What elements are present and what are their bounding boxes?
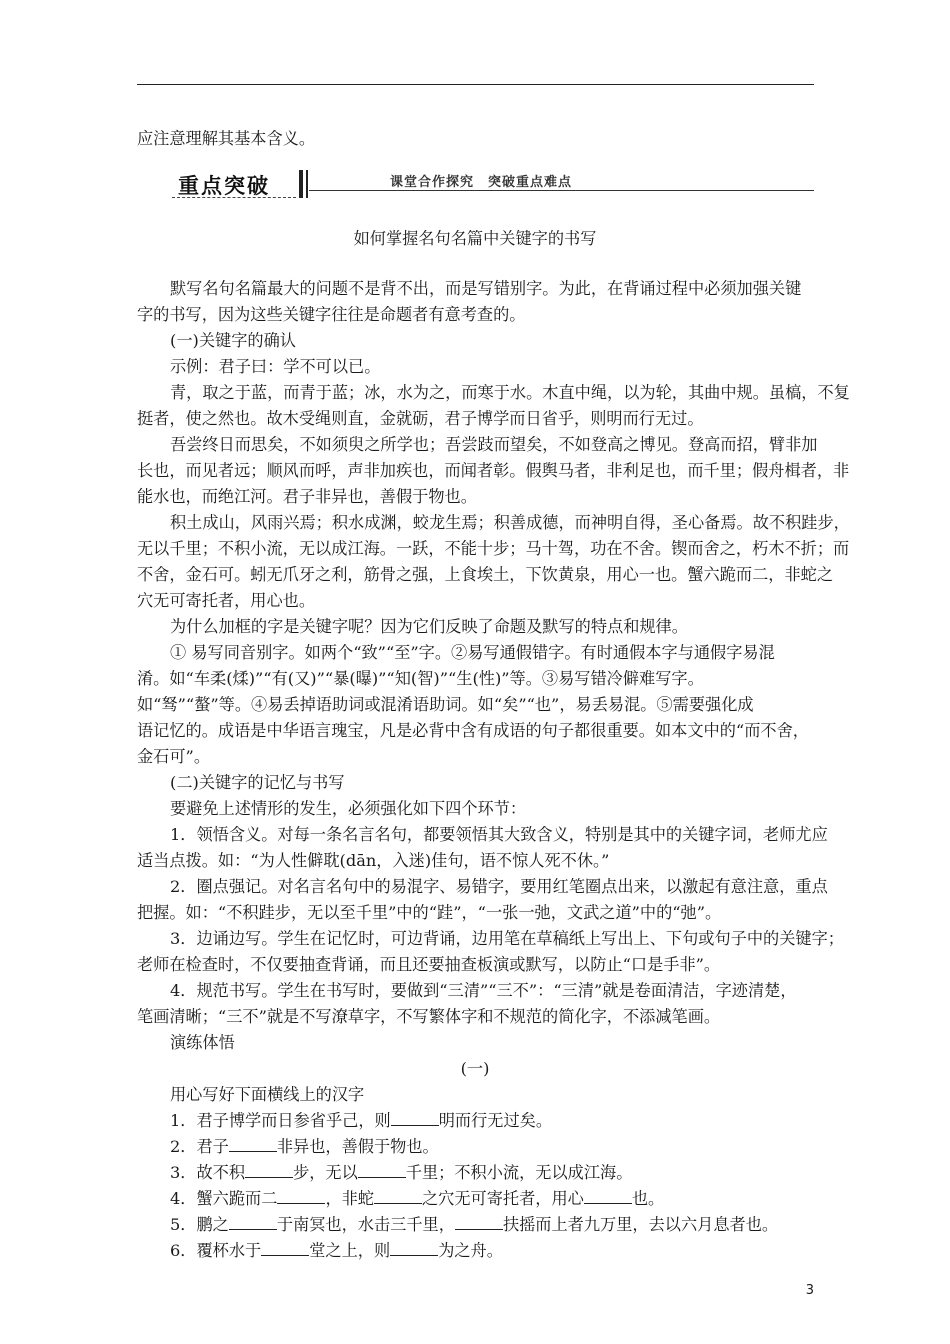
banner-title: 重点突破 xyxy=(178,174,270,198)
q4-blank-1[interactable] xyxy=(277,1188,325,1204)
question-2 xyxy=(170,1134,850,1160)
q3-text-b: 步，无以 xyxy=(293,1163,358,1182)
example-p2-line3: 能水也，而绝江河。君子非异也，善假于物也。 xyxy=(137,487,477,506)
step4-line1: 4．规范书写。学生在书写时，要做到“三清”“三不”：“三清”就是卷面清洁，字迹清楚， xyxy=(170,981,797,1000)
step2-line1: 2．圈点强记。对名言名句中的易混字、易错字，要用红笔圈点出来，以激起有意注意，重点 xyxy=(170,877,828,896)
rules-line3: 如“驽”“螯”等。④易丢掉语助词或混淆语助词。如“矣”“也”，易丢易混。⑤需要强化成 xyxy=(137,695,754,714)
rules-line2: 淆。如“车柔(煣)”“有(又)”“暴(曝)”“知(智)”“生(性)”等。③易写错冷僻难写字。 xyxy=(137,669,704,688)
q3-blank-2[interactable] xyxy=(358,1162,406,1178)
q6-text-a: 6．覆杯水于 xyxy=(170,1241,262,1260)
q5-text-b: 于南冥也，水击三千里， xyxy=(276,1215,455,1234)
q1-text-a: 1．君子博学而日参省乎己，则 xyxy=(170,1111,391,1130)
banner-line xyxy=(309,190,814,191)
q4-text-c: 之穴无可寄托者，用心 xyxy=(422,1189,584,1208)
subheading-1: (一)关键字的确认 xyxy=(170,331,296,350)
rules-line5: 金石可”。 xyxy=(137,747,211,766)
q4-blank-3[interactable] xyxy=(584,1188,632,1204)
drill-heading: 演练体悟 xyxy=(170,1033,235,1052)
step1-line1: 1．领悟含义。对每一条名言名句，都要领悟其大致含义，特别是其中的关键字词，老师尤应 xyxy=(170,825,828,844)
step2-line2: 把握。如：“不积跬步，无以至千里”中的“跬”，“一张一弛，文武之道”中的“弛”。 xyxy=(137,903,722,922)
rules-line1: ① 易写同音别字。如两个“致”“至”字。②易写通假错字。有时通假本字与通假字易混 xyxy=(170,643,775,662)
q2-blank-1[interactable] xyxy=(229,1136,277,1152)
example-p2-line1: 吾尝终日而思矣，不如须臾之所学也；吾尝跂而望矣，不如登高之博见。登高而招，臂非加 xyxy=(170,435,818,454)
q5-text-a: 5．鹏之 xyxy=(170,1215,229,1234)
step3-line1: 3．边诵边写。学生在记忆时，可边背诵，边用笔在草稿纸上写出上、下句或句子中的关键字； xyxy=(170,929,844,948)
q2-text-a: 2．君子 xyxy=(170,1137,229,1156)
banner-bar xyxy=(299,170,303,198)
example-p2-line2: 长也，而见者远；顺风而呼，声非加疾也，而闻者彰。假舆马者，非利足也，而千里；假舟楫者，非 xyxy=(137,461,850,480)
step1-line2: 适当点拨。如：“为人性僻耽(dān，入迷)佳句，语不惊人死不休。” xyxy=(137,851,610,870)
banner-dash xyxy=(172,197,296,198)
step3-line2: 老师在检查时，不仅要抽查背诵，而且还要抽查板演或默写，以防止“口是手非”。 xyxy=(137,955,721,974)
q4-text-a: 4．蟹六跪而二 xyxy=(170,1189,278,1208)
q6-blank-1[interactable] xyxy=(261,1240,309,1256)
intro-line: 应注意理解其基本含义。 xyxy=(137,129,316,148)
avoid-line: 要避免上述情形的发生，必须强化如下四个环节： xyxy=(170,799,527,818)
header-rule xyxy=(137,84,814,85)
question-4 xyxy=(170,1186,850,1212)
q5-blank-2[interactable] xyxy=(455,1214,503,1230)
para1-line2: 字的书写，因为这些关键字往往是命题者有意考查的。 xyxy=(137,305,526,324)
question-3 xyxy=(170,1160,850,1186)
subheading-2: (二)关键字的记忆与书写 xyxy=(170,773,345,792)
q1-blank-1[interactable] xyxy=(391,1110,439,1126)
q6-text-c: 为之舟。 xyxy=(438,1241,503,1260)
step4-line2: 笔画清晰；“三不”就是不写潦草字，不写繁体字和不规范的简化字，不添减笔画。 xyxy=(137,1007,721,1026)
example-p1-line1: 青，取之于蓝，而青于蓝；冰，水为之，而寒于水。木直中绳，以为轮，其曲中规。虽槁，不复 xyxy=(170,383,850,402)
why-line: 为什么加框的字是关键字呢？因为它们反映了命题及默写的特点和规律。 xyxy=(170,617,688,636)
q4-text-d: 也。 xyxy=(631,1189,665,1208)
q5-text-c: 扶摇而上者九万里，去以六月息者也。 xyxy=(502,1215,779,1234)
question-6 xyxy=(170,1238,850,1264)
example-label: 示例：君子曰：学不可以已。 xyxy=(170,357,381,376)
q3-text-c: 千里；不积小流，无以成江海。 xyxy=(405,1163,633,1182)
example-p3-line3: 不舍，金石可。蚓无爪牙之利，筋骨之强，上食埃土，下饮黄泉，用心一也。蟹六跪而二，非蛇之 xyxy=(137,565,834,584)
q3-text-a: 3．故不积 xyxy=(170,1163,246,1182)
q5-blank-1[interactable] xyxy=(229,1214,277,1230)
banner-bar-thin xyxy=(306,170,308,198)
section-title: 如何掌握名句名篇中关键字的书写 xyxy=(353,229,597,248)
section-banner xyxy=(172,168,814,202)
q3-blank-1[interactable] xyxy=(245,1162,293,1178)
example-p3-line1: 积土成山，风雨兴焉；积水成渊，蛟龙生焉；积善成德，而神明自得，圣心备焉。故不积跬步， xyxy=(170,513,850,532)
drill-number: (一) xyxy=(460,1059,490,1078)
q2-text-b: 非异也，善假于物也。 xyxy=(276,1137,439,1156)
page-number: 3 xyxy=(805,1283,814,1298)
example-p3-line2: 无以千里；不积小流，无以成江海。一跃，不能十步；马十驾，功在不舍。锲而舍之，朽木不折；而 xyxy=(137,539,850,558)
example-p1-line2: 挺者，使之然也。故木受绳则直，金就砺，君子博学而日省乎，则明而行无过。 xyxy=(137,409,704,428)
q6-text-b: 堂之上，则 xyxy=(309,1241,391,1260)
banner-subtitle: 课堂合作探究 突破重点难点 xyxy=(384,171,578,190)
q6-blank-2[interactable] xyxy=(390,1240,438,1256)
q4-blank-2[interactable] xyxy=(374,1188,422,1204)
example-p3-line4: 穴无可寄托者，用心也。 xyxy=(137,591,316,610)
q4-text-b: ，非蛇 xyxy=(325,1189,374,1208)
para1-line1: 默写名句名篇最大的问题不是背不出，而是写错别字。为此，在背诵过程中必须加强关键 xyxy=(170,279,802,298)
question-1 xyxy=(170,1108,850,1134)
drill-instruction: 用心写好下面横线上的汉字 xyxy=(170,1085,365,1104)
q1-text-b: 明而行无过矣。 xyxy=(438,1111,553,1130)
question-5 xyxy=(170,1212,850,1238)
rules-line4: 语记忆的。成语是中华语言瑰宝，凡是必背中含有成语的句子都很重要。如本文中的“而不舍， xyxy=(137,721,809,740)
